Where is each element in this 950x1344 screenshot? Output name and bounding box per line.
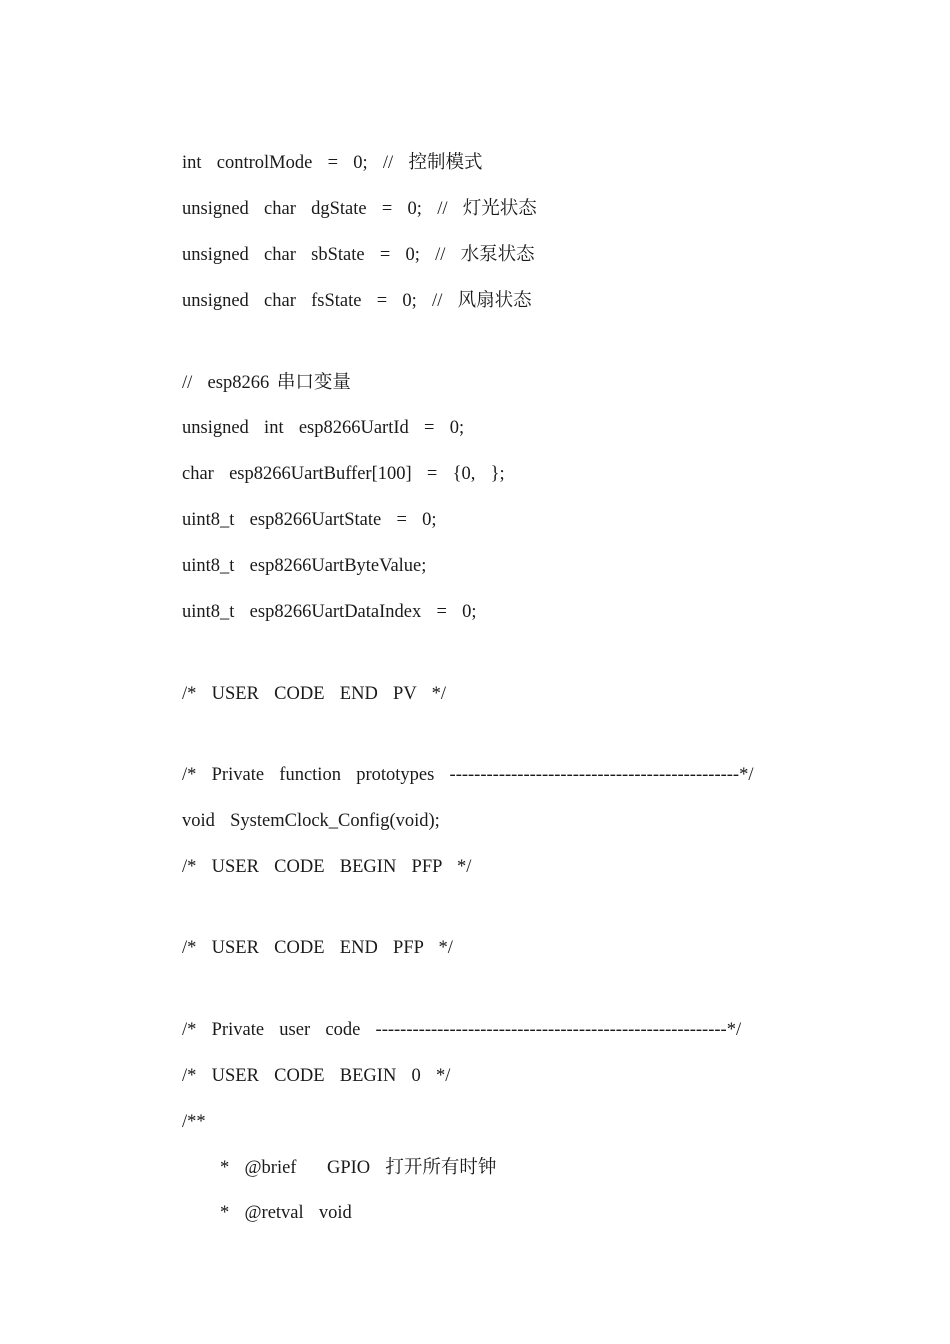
code-line: unsigned int esp8266UartId = 0; <box>182 418 465 438</box>
code-comment: /* USER CODE BEGIN PFP */ <box>182 857 472 877</box>
code-line: unsigned char dgState = 0; // 灯光状态 <box>182 199 537 219</box>
code-comment: /* USER CODE BEGIN 0 */ <box>182 1066 451 1086</box>
code-comment: /* Private function prototypes -----------------------------------------------*/ <box>182 765 754 785</box>
code-line: uint8_t esp8266UartDataIndex = 0; <box>182 602 477 622</box>
code-comment: // esp8266 串口变量 <box>182 373 351 393</box>
code-line: uint8_t esp8266UartState = 0; <box>182 510 437 530</box>
code-line: uint8_t esp8266UartByteValue; <box>182 556 427 576</box>
code-line: int controlMode = 0; // 控制模式 <box>182 153 483 173</box>
code-comment: * @brief GPIO 打开所有时钟 <box>220 1158 497 1178</box>
code-line: unsigned char sbState = 0; // 水泵状态 <box>182 245 535 265</box>
code-comment: * @retval void <box>220 1203 352 1223</box>
code-comment: /* USER CODE END PFP */ <box>182 938 453 958</box>
code-line: void SystemClock_Config(void); <box>182 811 440 831</box>
code-line: char esp8266UartBuffer[100] = {0, }; <box>182 464 505 484</box>
code-comment: /** <box>182 1112 206 1132</box>
code-comment: /* Private user code ---------------------------------------------------------*/ <box>182 1020 742 1040</box>
code-line: unsigned char fsState = 0; // 风扇状态 <box>182 291 532 311</box>
code-comment: /* USER CODE END PV */ <box>182 684 447 704</box>
